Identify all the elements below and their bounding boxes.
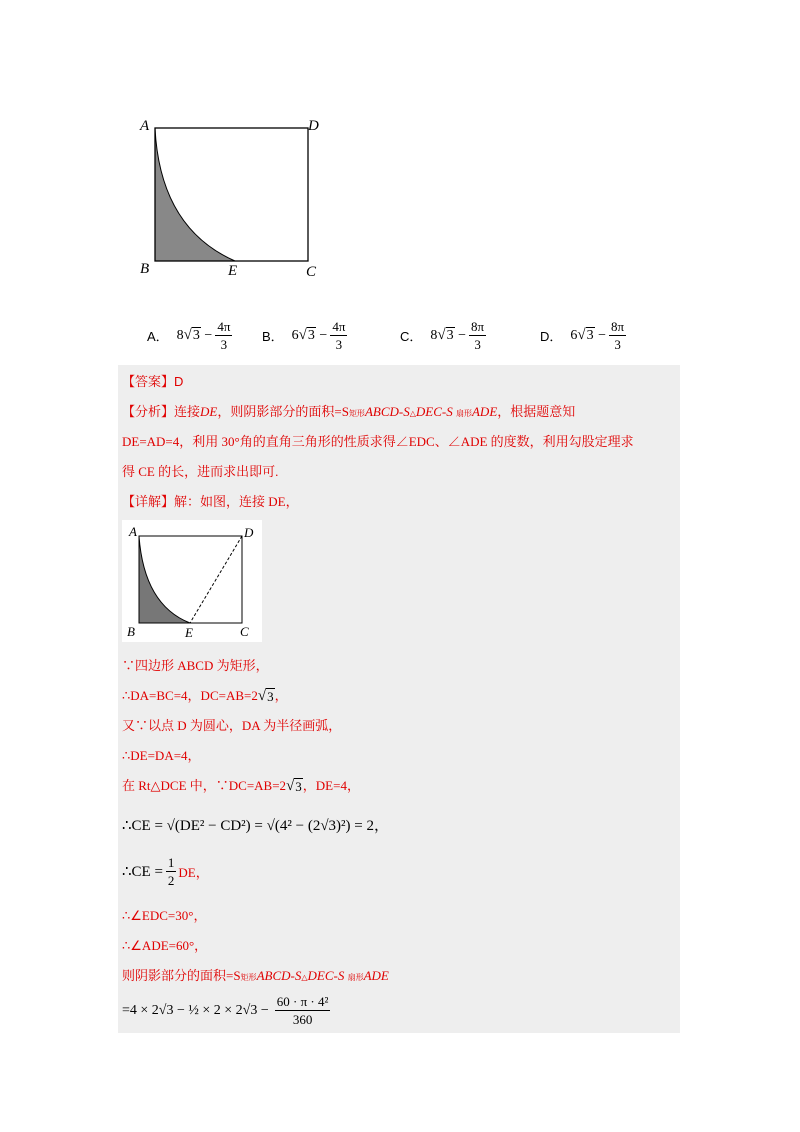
- step-3: 又∵以点 D 为圆心，DA 为半径画弧，: [122, 718, 342, 733]
- analysis-line-2: DE=AD=4，利用 30°角的直角三角形的性质求得∠EDC、∠ADE 的度数，利用勾股定理求: [122, 434, 634, 449]
- label-b: B: [140, 261, 150, 277]
- sqrt-symbol: √ 3: [183, 327, 200, 343]
- option-b[interactable]: B． 6 √ 3 − $\frac{4\pi}{3}$: [262, 319, 346, 352]
- figure-rectangle-with-de: [122, 520, 262, 642]
- segment-de: [190, 536, 242, 623]
- fraction: $\frac{4\pi}{3}$: [332, 319, 346, 352]
- fraction: $\frac{8\pi}{3}$: [471, 319, 485, 352]
- label-a: A: [129, 524, 137, 539]
- option-c[interactable]: C． 8 √ 3 − $\frac{8\pi}{3}$: [400, 319, 485, 352]
- label-d: D: [244, 525, 254, 540]
- step-7: ∴CE = $\frac{1}{2}$ DE，: [122, 855, 209, 888]
- sqrt-symbol: √ 3: [298, 327, 315, 343]
- step-5: 在 Rt△DCE 中，∵DC=AB=2 √ 3 ，DE=4，: [122, 778, 360, 794]
- sqrt-symbol: √ 3: [437, 327, 454, 343]
- analysis-line-3: 得 CE 的长，进而求出即可.: [122, 464, 279, 479]
- label-c: C: [306, 264, 317, 280]
- option-a[interactable]: A． 8 √ 3 − $\frac{4\pi}{3}$: [147, 319, 231, 352]
- shaded-region: [155, 128, 235, 261]
- label-e: E: [228, 263, 238, 279]
- step-6: ∴CE = √(DE² − CD²) = √(4² − (2√3)²) = 2，: [122, 818, 389, 834]
- answer-line: 【答案】D: [122, 374, 184, 389]
- step-10: 则阴影部分的面积=S矩形ABCD-S△DEC-S 扇形ADE: [122, 968, 389, 983]
- label-d: D: [308, 118, 319, 134]
- step-2: ∴DA=BC=4，DC=AB=2 √ 3 ，: [122, 688, 288, 704]
- shaded-region: [139, 536, 190, 623]
- figure-rectangle-abcd: [130, 108, 340, 288]
- detail-line: 【详解】解：如图，连接 DE，: [122, 494, 299, 509]
- sqrt-symbol: √ 3: [577, 327, 594, 343]
- label-a: A: [140, 118, 150, 134]
- step-11: =4 × 2√3 − ½ × 2 × 2√3 − $\frac{\text{60 · π · 4²}}{360}$: [122, 994, 329, 1027]
- fraction: $\frac{4\pi}{3}$: [217, 319, 231, 352]
- step-8: ∴∠EDC=30°，: [122, 908, 207, 923]
- step-4: ∴DE=DA=4，: [122, 748, 201, 763]
- label-b: B: [127, 624, 135, 639]
- analysis-line-1: 【分析】连接DE，则阴影部分的面积=S矩形ABCD-S△DEC-S 扇形ADE，根据题意知: [122, 404, 576, 419]
- label-e: E: [185, 625, 193, 640]
- step-1: ∵四边形 ABCD 为矩形，: [122, 658, 269, 673]
- label-c: C: [240, 624, 249, 639]
- fraction: $\frac{8\pi}{3}$: [611, 319, 625, 352]
- option-d[interactable]: D． 6 √ 3 − $\frac{8\pi}{3}$: [540, 319, 625, 352]
- step-9: ∴∠ADE=60°，: [122, 938, 208, 953]
